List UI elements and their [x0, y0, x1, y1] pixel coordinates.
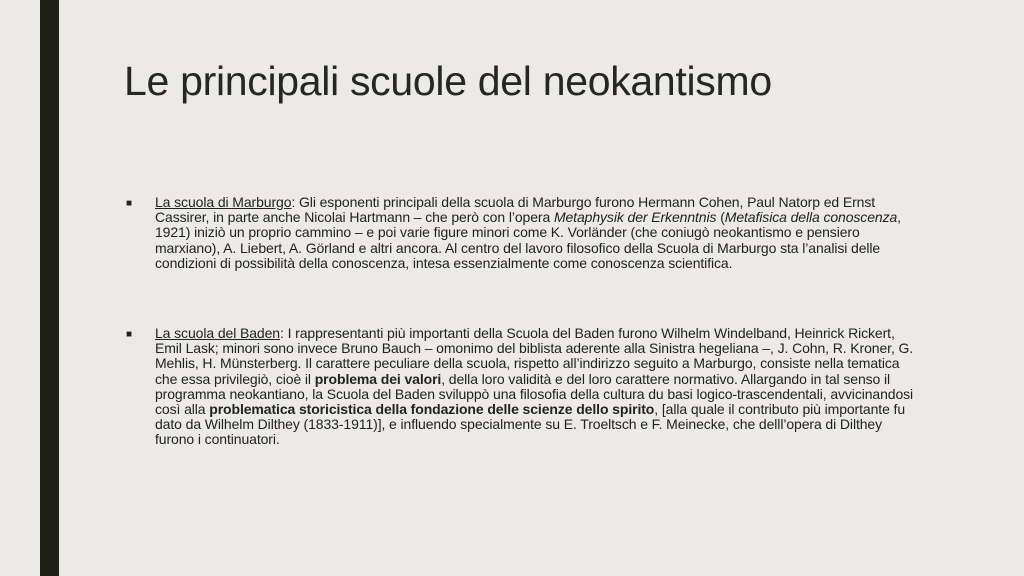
paragraph-marburgo: [155, 195, 915, 271]
italic-title: Metaphysik der Erkenntnis: [553, 209, 717, 226]
bullet-marker: ■: [126, 329, 133, 340]
text-segment: , 1921) iniziò un proprio cammino – e poi varie figure minori come K. Vorländer (che coniugò neokantismo e pensiero marxiano), A. Liebert, A. Görland e altri ancora. Al centro del lavoro filosofico della Scuola di Marburgo sta l’analisi delle condizioni di possibilità della conoscenza, intesa essenzialmente come conoscenza scientifica.: [155, 209, 901, 271]
accent-bar: [40, 0, 59, 576]
heading-marburgo: La scuola di Marburgo: [155, 194, 292, 210]
heading-baden: La scuola del Baden: [155, 325, 280, 341]
slide-title: Le principali scuole del neokantismo: [124, 58, 772, 104]
text-segment: : I rappresentanti più importanti della Scuola del Baden furono Wilhelm Windelband, Heinrick Rickert, Emil Lask; minori sono invece Bruno Bauch – omonimo del biblista aderente alla Sinistra hegeliana –, J. Cohn, R. Kroner, G. Mehlis, H. Münsterberg. Il carattere peculiare della scuola, rispetto all’indirizzo seguito a Marburgo, consiste nella tematica che essa privilegiò, cioè il: [155, 325, 914, 387]
bold-phrase: problema dei valori: [314, 370, 442, 387]
bold-phrase: problematica storicistica della fondazione delle scienze dello spirito: [209, 401, 655, 418]
bullet-marker: ■: [126, 198, 133, 209]
paragraph-baden: [155, 326, 915, 448]
italic-title: Metafisica della conoscenza: [724, 209, 898, 226]
text-segment: : Gli esponenti principali della scuola di Marburgo furono Hermann Cohen, Paul Natorp ed Ernst Cassirer, in parte anche Nicolai Hartmann – che però con l’opera: [155, 194, 876, 226]
text-segment: , della loro validità e del loro carattere normativo. Allargando in tal senso il programma neokantiano, la Scuola del Baden sviluppò una filosofia della cultura du basi logico-trascendentali, avvicinandosi così alla: [155, 370, 914, 418]
text-segment: , [alla quale il contributo più importante fu dato da Wilhelm Dilthey (1833-1911)], e influendo specialmente su E. Troeltsch e F. Meinecke, che delll’opera di Dilthey furono i continuatori.: [155, 401, 906, 448]
text-segment: (: [716, 209, 725, 226]
